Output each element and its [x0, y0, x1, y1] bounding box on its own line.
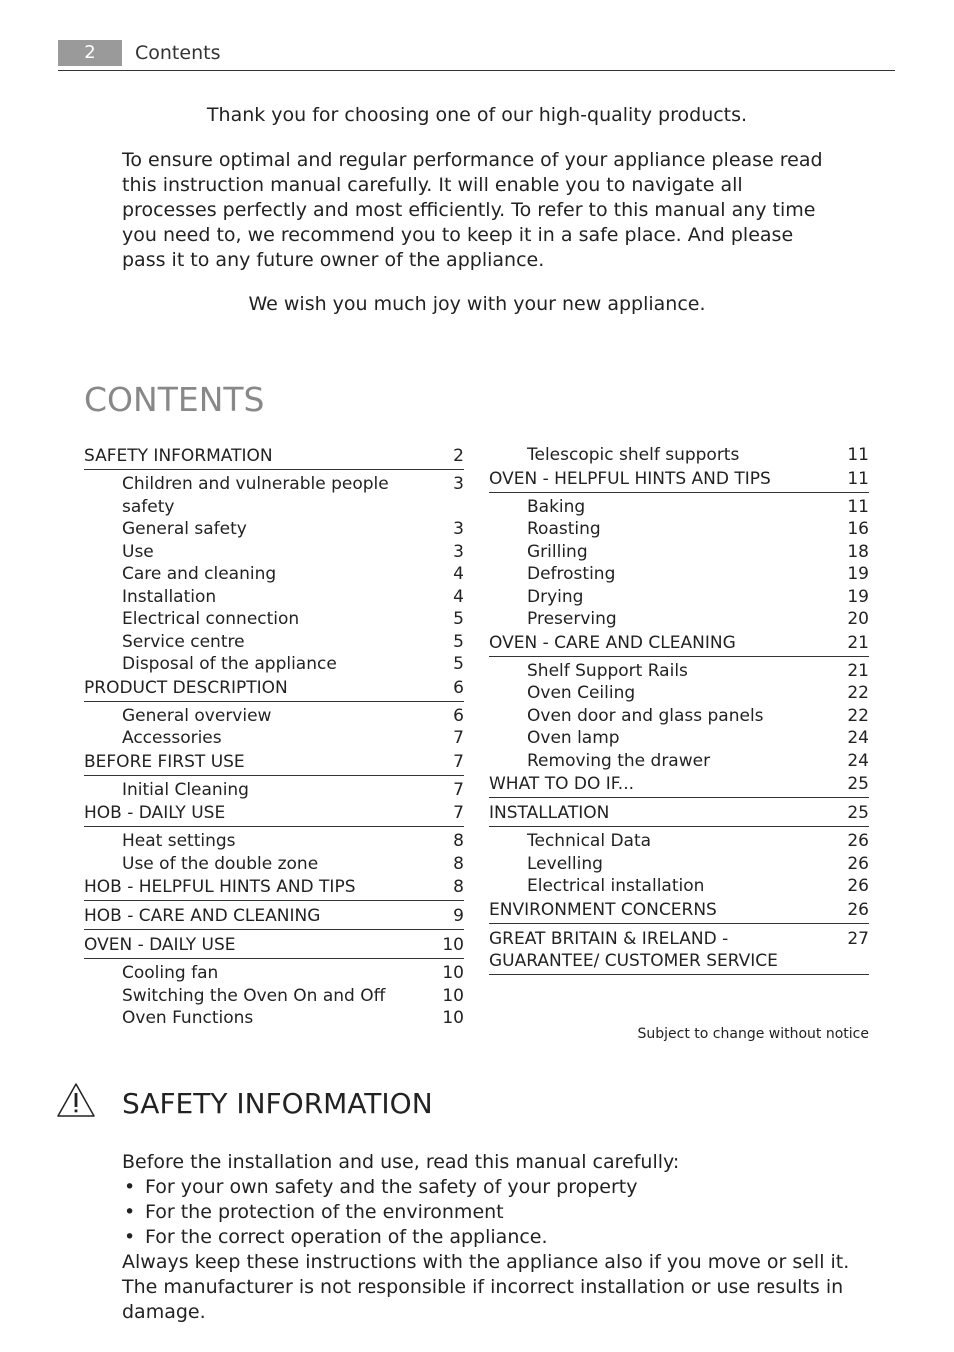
toc-entry-label: Telescopic shelf supports — [527, 445, 740, 465]
toc-section-entry — [489, 631, 869, 657]
toc-entry-label: WHAT TO DO IF... — [489, 774, 635, 794]
intro-wish: We wish you much joy with your new appliance. — [248, 293, 706, 315]
toc-subsection-entry — [84, 608, 464, 631]
toc-section-entry — [84, 875, 464, 901]
toc-section-entry — [489, 772, 869, 798]
toc-entry-label: Heat settings — [122, 831, 236, 851]
toc-entry-page: 11 — [847, 496, 869, 517]
toc-subsection-entry — [84, 541, 464, 564]
header-rule — [58, 70, 895, 71]
toc-entry-label: Service centre — [122, 631, 245, 652]
toc-entry-label: Levelling — [527, 853, 603, 874]
toc-entry-label: Use of the double zone — [122, 853, 319, 874]
running-header-title: Contents — [135, 42, 221, 64]
toc-entry-label: Disposal of the appliance — [122, 654, 337, 674]
toc-subsection-entry — [489, 608, 869, 631]
toc-entry-page: 3 — [453, 541, 464, 562]
toc-entry-page: 5 — [453, 609, 464, 629]
toc-entry-page: 5 — [453, 631, 464, 652]
toc-section-entry — [84, 904, 464, 930]
toc-entry-label: Oven door and glass panels — [527, 705, 764, 726]
toc-subsection-entry — [489, 541, 869, 564]
toc-entry-label: PRODUCT DESCRIPTION — [84, 677, 288, 698]
toc-entry-page: 11 — [847, 445, 869, 465]
toc-entry-label: Cooling fan — [122, 963, 219, 983]
toc-section-entry — [489, 801, 869, 827]
toc-entry-label: Switching the Oven On and Off — [122, 985, 386, 1006]
toc-subsection-entry — [84, 830, 464, 853]
intro-thanks: Thank you for choosing one of our high-quality products. — [206, 104, 748, 126]
toc-entry-label: Baking — [527, 496, 586, 517]
toc-entry-page: 6 — [453, 677, 464, 698]
toc-section-entry — [489, 898, 869, 924]
safety-bullet: • For the protection of the environment — [122, 1200, 862, 1225]
toc-subsection-entry — [489, 518, 869, 541]
toc-subsection-entry — [489, 586, 869, 609]
toc-entry-label: Removing the drawer — [527, 750, 711, 771]
toc-entry-page: 21 — [847, 632, 869, 653]
toc-entry-page: 20 — [847, 609, 869, 629]
toc-subsection-entry — [489, 563, 869, 586]
toc-entry-label: Oven Functions — [122, 1008, 254, 1028]
toc-subsection-entry — [489, 682, 869, 705]
toc-subsection-entry — [84, 631, 464, 654]
contents-heading: CONTENTS — [84, 380, 265, 419]
toc-entry-page: 16 — [847, 519, 869, 539]
toc-entry-page: 26 — [847, 899, 869, 920]
toc-subsection-entry — [84, 779, 464, 802]
safety-heading: SAFETY INFORMATION — [122, 1087, 433, 1120]
change-notice: Subject to change without notice — [637, 1026, 869, 1042]
toc-section-entry — [489, 467, 869, 493]
toc-entry-label: Drying — [527, 586, 584, 607]
toc-entry-label: Roasting — [527, 519, 601, 539]
toc-entry-page: 4 — [453, 564, 464, 584]
toc-entry-page: 18 — [847, 541, 869, 562]
safety-lead: Before the installation and use, read this manual carefully: — [122, 1151, 680, 1173]
toc-subsection-entry — [489, 496, 869, 519]
toc-entry-label: Technical Data — [527, 831, 652, 851]
toc-subsection-entry — [489, 830, 869, 853]
toc-entry-label: OVEN - DAILY USE — [84, 935, 236, 955]
toc-subsection-entry — [84, 705, 464, 728]
toc-entry-label: Grilling — [527, 541, 588, 562]
toc-subsection-entry — [489, 750, 869, 773]
toc-subsection-entry — [84, 518, 464, 541]
toc-entry-label: Installation — [122, 586, 217, 607]
toc-entry-page: 27 — [847, 928, 869, 949]
toc-subsection-entry — [489, 875, 869, 898]
toc-left-column — [84, 444, 464, 1030]
toc-entry-label: ENVIRONMENT CONCERNS — [489, 899, 717, 920]
toc-entry-page: 7 — [453, 803, 464, 823]
toc-entry-page: 24 — [847, 728, 869, 748]
toc-entry-label: Care and cleaning — [122, 564, 277, 584]
toc-subsection-entry — [489, 705, 869, 728]
toc-entry-label: OVEN - HELPFUL HINTS AND TIPS — [489, 468, 771, 489]
toc-entry-page: 4 — [453, 586, 464, 607]
toc-entry-label: INSTALLATION — [489, 803, 610, 823]
toc-entry-label: Children and vulnerable people safety — [122, 474, 389, 517]
toc-entry-label: Electrical connection — [122, 609, 300, 629]
toc-entry-label: BEFORE FIRST USE — [84, 751, 245, 772]
toc-entry-label: HOB - HELPFUL HINTS AND TIPS — [84, 877, 356, 897]
safety-body — [122, 1150, 862, 1325]
toc-entry-page: 8 — [453, 853, 464, 874]
toc-section-entry — [84, 750, 464, 776]
toc-entry-page: 21 — [847, 660, 869, 681]
toc-entry-page: 7 — [453, 728, 464, 748]
toc-entry-label: SAFETY INFORMATION — [84, 446, 273, 466]
toc-entry-label: General safety — [122, 519, 247, 539]
toc-entry-page: 2 — [453, 446, 464, 466]
toc-entry-label: Oven Ceiling — [527, 683, 636, 703]
toc-subsection-entry — [489, 853, 869, 876]
toc-entry-page: 19 — [847, 564, 869, 584]
toc-entry-label: Electrical installation — [527, 876, 705, 896]
safety-bullets — [122, 1175, 862, 1250]
toc-subsection-entry — [84, 962, 464, 985]
safety-bullet: • For the correct operation of the appliance. — [122, 1225, 862, 1250]
toc-entry-label: Shelf Support Rails — [527, 660, 688, 681]
toc-entry-page: 6 — [453, 705, 464, 726]
toc-entry-label: GREAT BRITAIN & IRELAND - GUARANTEE/ CUSTOMER SERVICE — [489, 928, 778, 971]
toc-entry-page: 26 — [847, 853, 869, 874]
toc-entry-label: OVEN - CARE AND CLEANING — [489, 632, 736, 653]
toc-subsection-entry — [84, 586, 464, 609]
safety-keep-note: Always keep these instructions with the appliance also if you move or sell it. — [122, 1251, 850, 1273]
toc-entry-page: 5 — [453, 654, 464, 674]
page-number: 2 — [58, 40, 122, 66]
intro-paragraph: To ensure optimal and regular performance of your appliance please read this instruction manual carefully. It will enable you to navigate all processes perfectly and most efficiently. To refer to this manual any time you need to, we recommend you to keep it in a safe place. And please pass it to any future owner of the appliance. — [122, 149, 823, 271]
toc-entry-page: 24 — [847, 750, 869, 771]
toc-subsection-entry — [84, 853, 464, 876]
toc-entry-page: 22 — [847, 683, 869, 703]
toc-entry-label: Oven lamp — [527, 728, 620, 748]
toc-entry-page: 10 — [442, 985, 464, 1006]
toc-entry-page: 9 — [453, 906, 464, 926]
toc-entry-label: HOB - DAILY USE — [84, 803, 226, 823]
toc-entry-page: 19 — [847, 586, 869, 607]
toc-entry-page: 26 — [847, 876, 869, 896]
toc-entry-label: General overview — [122, 705, 272, 726]
toc-entry-label: Accessories — [122, 728, 222, 748]
toc-right-column — [489, 444, 869, 978]
toc-entry-label: Use — [122, 541, 154, 562]
toc-section-entry — [489, 927, 869, 975]
toc-entry-page: 8 — [453, 877, 464, 897]
toc-entry-page: 25 — [847, 803, 869, 823]
toc-entry-page: 10 — [442, 935, 464, 955]
toc-entry-label: Initial Cleaning — [122, 779, 249, 800]
toc-entry-page: 26 — [847, 831, 869, 851]
toc-entry-page: 22 — [847, 705, 869, 726]
toc-entry-label: HOB - CARE AND CLEANING — [84, 906, 321, 926]
toc-subsection-entry — [84, 985, 464, 1008]
warning-triangle-icon — [56, 1082, 96, 1118]
toc-entry-page: 3 — [453, 519, 464, 539]
toc-subsection-entry — [84, 653, 464, 676]
toc-section-entry — [84, 801, 464, 827]
toc-entry-page: 10 — [442, 1008, 464, 1028]
toc-entry-page: 8 — [453, 831, 464, 851]
toc-entry-page: 10 — [442, 963, 464, 983]
toc-subsection-entry — [84, 473, 464, 518]
toc-section-entry — [84, 933, 464, 959]
toc-subsection-entry — [84, 727, 464, 750]
toc-subsection-entry — [84, 563, 464, 586]
toc-entry-page: 11 — [847, 468, 869, 489]
toc-section-entry — [84, 676, 464, 702]
safety-bullet: • For your own safety and the safety of your property — [122, 1175, 862, 1200]
toc-entry-label: Defrosting — [527, 564, 616, 584]
toc-entry-page: 3 — [453, 474, 464, 494]
toc-entry-page: 7 — [453, 751, 464, 772]
toc-subsection-entry — [84, 1007, 464, 1030]
safety-disclaimer: The manufacturer is not responsible if incorrect installation or use results in damage. — [122, 1276, 844, 1323]
toc-subsection-entry — [489, 660, 869, 683]
toc-entry-page: 25 — [847, 774, 869, 794]
toc-subsection-entry — [489, 727, 869, 750]
toc-entry-page: 7 — [453, 779, 464, 800]
toc-section-entry — [84, 444, 464, 470]
toc-entry-label: Preserving — [527, 609, 617, 629]
toc-subsection-entry — [489, 444, 869, 467]
